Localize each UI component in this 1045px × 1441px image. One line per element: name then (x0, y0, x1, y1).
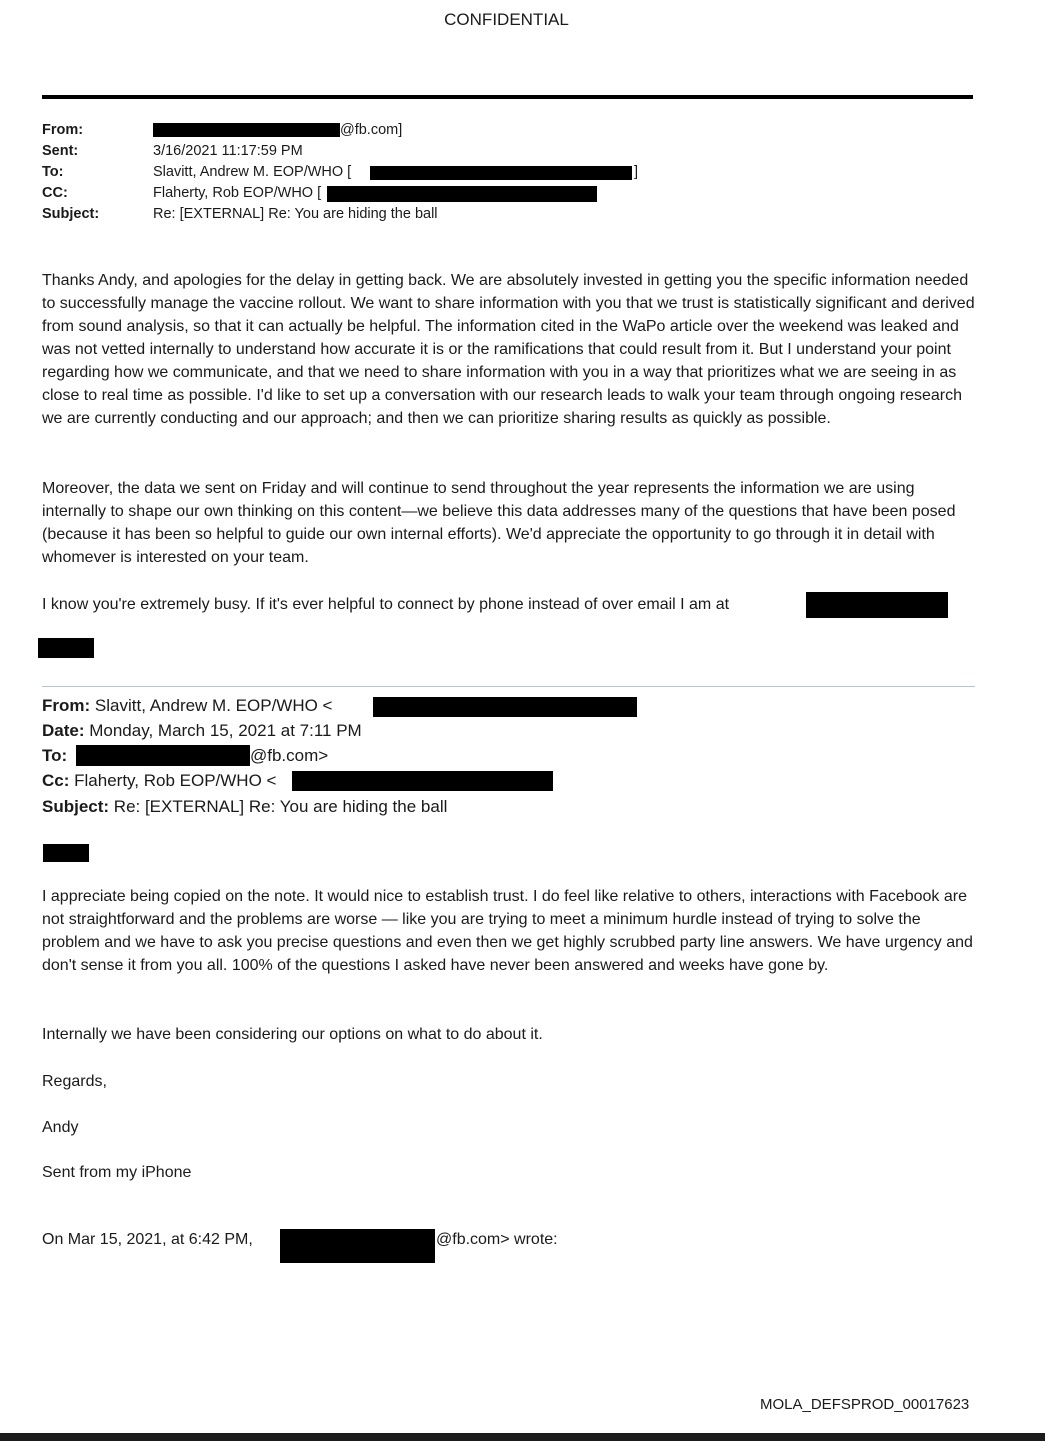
cc-label: CC: (42, 185, 68, 201)
redaction (280, 1229, 435, 1263)
email2-sent-from: Sent from my iPhone (42, 1164, 192, 1181)
quoted-line-prefix: On Mar 15, 2021, at 6:42 PM, (42, 1231, 253, 1248)
redaction (373, 697, 637, 717)
email2-cc-line: Cc: Flaherty, Rob EOP/WHO < (42, 771, 277, 790)
redaction-name (38, 638, 94, 658)
email2-subject-line: Subject: Re: [EXTERNAL] Re: You are hiding the ball (42, 797, 448, 816)
email1-header (42, 120, 642, 230)
email2-from-line: From: Slavitt, Andrew M. EOP/WHO < (42, 696, 333, 715)
header-divider (42, 95, 973, 99)
confidential-label: CONFIDENTIAL (444, 10, 569, 29)
redaction (292, 771, 553, 791)
email2-paragraph-1: I appreciate being copied on the note. It would nice to establish trust. I do feel like relative to others, interactions with Facebook are not straightforward and the problems are worse — like you are trying to meet a minimum hurdle instead of trying to solve the problem and we have to ask you precise questions and even then we get highly scrubbed party line answers. We have urgency and don't sense it from you all. 100% of the questions I asked have never been answered and weeks have gone by. (42, 888, 973, 974)
redaction-greeting (43, 844, 89, 862)
to-label: To: (42, 164, 64, 180)
email-divider (42, 686, 975, 687)
redaction (153, 123, 340, 137)
redaction (327, 186, 597, 202)
redaction (370, 166, 632, 180)
email1-paragraph-3: I know you're extremely busy. If it's ever helpful to connect by phone instead of over email I am at (42, 596, 730, 613)
to-value: Slavitt, Andrew M. EOP/WHO [ (153, 164, 352, 180)
quoted-line-suffix: @fb.com> wrote: (436, 1231, 558, 1248)
email2-regards: Regards, (42, 1073, 107, 1090)
subject-label: Subject: (42, 206, 100, 222)
from-value: @fb.com] (340, 122, 403, 138)
email1-paragraph-2: Moreover, the data we sent on Friday and will continue to send throughout the year represents the information we are using internally to shape our own thinking on this content—we believe this data addresses many of the questions that have been posed (because it has been so helpful to guide our own internal efforts). We'd appreciate the opportunity to go through it in detail with whomever is interested on your team. (42, 480, 956, 566)
sent-label: Sent: (42, 143, 79, 159)
bottom-edge-bar (0, 1433, 1045, 1441)
email2-to-line: To: (42, 746, 68, 765)
bates-number: MOLA_DEFSPROD_00017623 (760, 1396, 970, 1413)
cc-value: Flaherty, Rob EOP/WHO [ (153, 185, 322, 201)
email2-date-line: Date: Monday, March 15, 2021 at 7:11 PM (42, 721, 362, 740)
email2-to-value: @fb.com> (250, 746, 329, 765)
sent-value: 3/16/2021 11:17:59 PM (153, 143, 303, 159)
from-label: From: (42, 122, 84, 138)
redaction-phone (806, 592, 948, 618)
redaction (76, 745, 250, 766)
email2-paragraph-2: Internally we have been considering our options on what to do about it. (42, 1026, 543, 1043)
email2-signature: Andy (42, 1119, 79, 1136)
subject-value: Re: [EXTERNAL] Re: You are hiding the ball (153, 206, 438, 222)
email1-paragraph-1: Thanks Andy, and apologies for the delay in getting back. We are absolutely invested in getting you the specific information needed to successfully manage the vaccine rollout. We want to share information with you that we trust is statistically significant and derived from sound analysis, so that it can actually be helpful. The information cited in the WaPo article over the weekend was leaked and was not vetted internally to understand how accurate it is or the ramifications that could result from it. But I understand your point regarding how we communicate, and that we need to share information with you in a way that prioritizes what we are seeing in as close to real time as possible. I'd like to set up a conversation with our research leads to walk your team through ongoing research we are currently conducting and our approach; and then we can prioritize sharing results as quickly as possible. (42, 272, 975, 427)
to-close-bracket: ] (634, 164, 639, 180)
